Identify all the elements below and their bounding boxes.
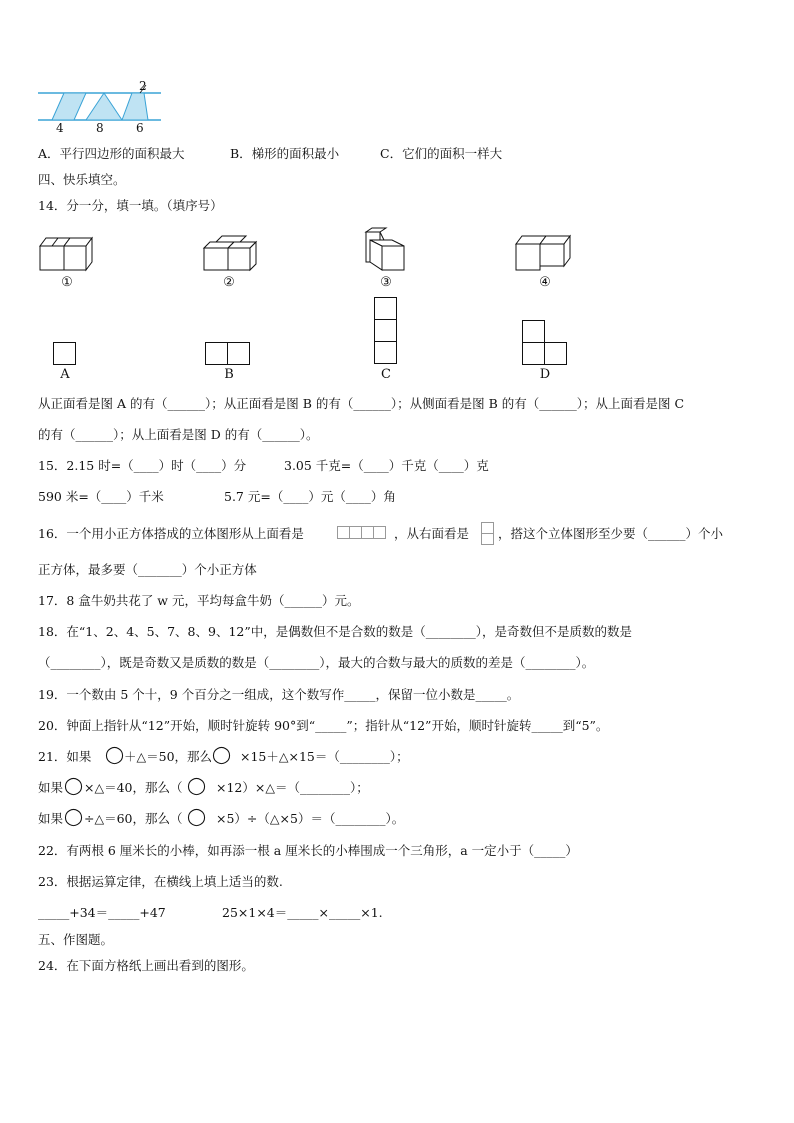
q16-text-b: ，从右面看是 (394, 526, 470, 541)
q13-option-c: C．它们的面积一样大 (380, 146, 503, 161)
view-a-label: A (60, 367, 70, 382)
q15-part-d: 5.7 元=（____）元（____）角 (224, 489, 396, 504)
section-4-heading: 四、快乐填空。 (38, 172, 126, 187)
circle-icon: ◯ (187, 776, 207, 796)
q15-part-c: 590 米=（____）千米 (38, 489, 164, 504)
view-d (522, 320, 570, 368)
q17: 17．8 盒牛奶共花了 w 元，平均每盒牛奶（______）元。 (38, 593, 360, 608)
q21-a-1: 21．如果 (38, 749, 92, 764)
q23-part-a: _____+34＝_____+47 (38, 905, 166, 920)
q16-text-a: 16．一个用小正方体搭成的立体图形从上面看是 (38, 526, 304, 541)
solid-1-label: ① (61, 275, 73, 290)
circle-icon: ◯ (105, 745, 125, 765)
q15-part-a: 15．2.15 时=（____）时（____）分 (38, 458, 247, 473)
q21-c-1: 如果 (38, 811, 64, 826)
solid-3 (362, 226, 408, 274)
section-5-heading: 五、作图题。 (38, 932, 114, 947)
view-c-label: C (381, 367, 391, 382)
circle-icon: ◯ (212, 745, 232, 765)
q20: 20．钟面上指针从“12”开始，顺时针旋转 90°到“_____”；指针从“12”开始，顺时针旋转_____到“5”。 (38, 718, 609, 733)
q21-c-3: ×5）÷（△×5）＝（________）。 (216, 811, 405, 826)
q24: 24．在下面方格纸上画出看到的图形。 (38, 958, 254, 973)
q23-title: 23．根据运算定律，在横线上填上适当的数. (38, 874, 283, 889)
q14-line-2: 的有（______）；从上面看是图 D 的有（______）。 (38, 427, 319, 442)
solid-4-label: ④ (539, 275, 551, 290)
solid-3-label: ③ (380, 275, 392, 290)
view-c (374, 297, 398, 367)
figure-label-6: 6 (136, 121, 144, 135)
q16-line-2: 正方体，最多要（_______）个小正方体 (38, 562, 257, 577)
circle-icon: ◯ (64, 807, 84, 827)
top-view-strip-icon (337, 526, 389, 540)
q21-c-2: ÷△＝60，那么（ (84, 811, 183, 826)
figure-label-8: 8 (96, 121, 104, 135)
q14-title: 14．分一分，填一填。（填序号） (38, 198, 223, 213)
q21-a-2: ＋△＝50，那么 (124, 749, 213, 764)
q19: 19．一个数由 5 个十，9 个百分之一组成，这个数写作_____，保留一位小数是_____。 (38, 687, 520, 702)
q18-line-1: 18．在“1、2、4、5、7、8、9、12”中，是偶数但不是合数的数是（________），是奇数但不是质数的数是 (38, 624, 633, 639)
q21-a-3: ×15＋△×15＝（________）； (240, 749, 409, 764)
q14-line-1: 从正面看是图 A 的有（______）；从正面看是图 B 的有（______）；从侧面看是图 B 的有（______）；从上面看是图 C (38, 396, 685, 411)
q15-part-b: 3.05 千克=（____）千克（____）克 (284, 458, 489, 473)
q13-option-b: B．梯形的面积最小 (230, 146, 340, 161)
shapes-figure (36, 78, 166, 134)
q16-text-c: ，搭这个立体图形至少要（______）个小 (498, 526, 724, 541)
circle-icon: ◯ (64, 776, 84, 796)
solid-2-label: ② (223, 275, 235, 290)
circle-icon: ◯ (187, 807, 207, 827)
solid-1 (38, 230, 94, 272)
q18-line-2: （________），既是奇数又是质数的数是（________），最大的合数与最大的质数的差是（________）。 (38, 655, 595, 670)
solid-2 (202, 232, 258, 272)
q21-b-3: ×12）×△＝（________）； (216, 780, 369, 795)
view-a (53, 342, 77, 366)
q22: 22．有两根 6 厘米长的小棒，如再添一根 a 厘米长的小棒围成一个三角形，a 一定小于（_____） (38, 843, 578, 858)
q21-b-2: ×△＝40，那么（ (84, 780, 183, 795)
q21-b-1: 如果 (38, 780, 64, 795)
view-d-label: D (539, 367, 551, 382)
solid-4 (514, 232, 576, 272)
view-b (205, 342, 253, 366)
view-b-label: B (224, 367, 234, 382)
q13-option-a: A．平行四边形的面积最大 (38, 146, 185, 161)
figure-label-4: 4 (56, 121, 64, 135)
figure-label-2: 2 (139, 79, 147, 93)
q23-part-b: 25×1×4＝_____×_____×1. (222, 905, 383, 920)
right-view-icon (481, 522, 495, 546)
